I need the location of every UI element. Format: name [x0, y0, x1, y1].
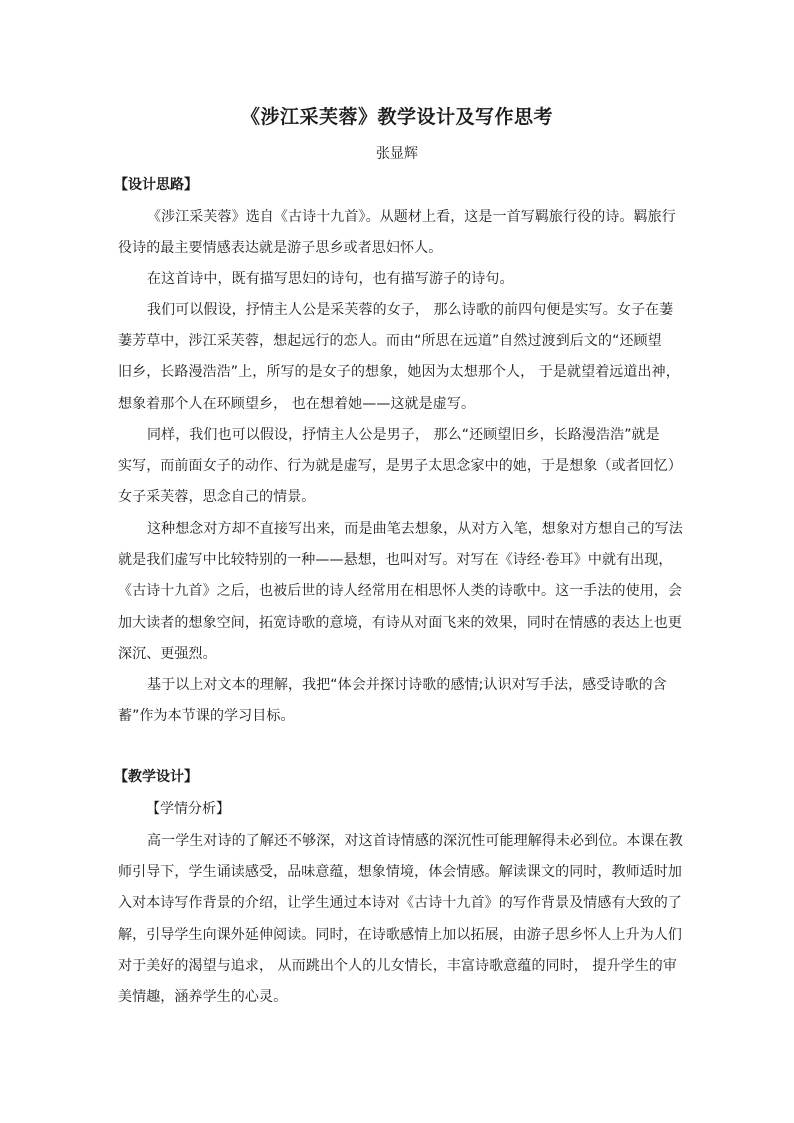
paragraph-line: 高一学生对诗的了解还不够深，对这首诗情感的深沉性可能理解得未必到位。本课在教	[147, 833, 683, 849]
paragraph	[118, 826, 684, 1013]
paragraph	[118, 514, 684, 670]
paragraph	[118, 202, 684, 264]
paragraph-line: 实写，而前面女子的动作、行为就是虚写，是男子太思念家中的她，于是想象（或者回忆）	[118, 458, 682, 475]
paragraph-line: 萋芳草中，涉江采芙蓉，想起远行的恋人。而由“所思在远道”自然过渡到后文的“还顾望	[118, 333, 662, 350]
paragraph-line: 加大读者的想象空间，拓宽诗歌的意境，有诗从对面飞来的效果，同时在情感的表达上也更	[118, 614, 682, 631]
paragraph-line: 对于美好的渴望与追求， 从而跳出个人的儿女情长，丰富诗歌意蕴的同时， 提升学生的审	[118, 957, 677, 974]
paragraph-line: 役诗的最主要情感表达就是游子思乡或者思妇怀人。	[118, 240, 443, 257]
paragraph-line: 想象着那个人在环顾望乡， 也在想着她——这就是虚写。	[118, 395, 476, 412]
paragraph-line: 师引导下，学生诵读感受，品味意蕴，想象情境，体会情感。解读课文的同时，教师适时加	[118, 864, 682, 881]
paragraph-line: 《涉江采芙蓉》选自《古诗十九首》。从题材上看，这是一首写羁旅行役的诗。羁旅行	[147, 209, 676, 225]
paragraph	[118, 670, 684, 732]
paragraph-line: 深沉、更强烈。	[118, 645, 217, 662]
section-heading-teaching-design: 【教学设计】	[114, 769, 198, 785]
paragraph-line: 就是我们虚写中比较特别的一种——悬想，也叫对写。对写在《诗经·卷耳》中就有出现，	[118, 552, 673, 569]
paragraph	[118, 295, 684, 420]
paragraph-line: 我们可以假设，抒情主人公是采芙蓉的女子， 那么诗歌的前四句便是实写。女子在萋	[147, 302, 674, 318]
subsection-heading-student-analysis: 【学情分析】	[146, 801, 230, 817]
paragraph-line: 女子采芙蓉，思念自己的情景。	[118, 489, 316, 506]
paragraph	[118, 264, 684, 295]
document-title: 《涉江采芙蓉》教学设计及写作思考	[240, 106, 553, 128]
section-heading-design-idea: 【设计思路】	[114, 177, 198, 193]
paragraph-line: 基于以上对文本的理解，我把“体会并探讨诗歌的感情;认识对写手法，感受诗歌的含	[147, 677, 667, 693]
paragraph-line: 入对本诗写作背景的介绍，让学生通过本诗对《古诗十九首》的写作背景及情感有大致的了	[118, 895, 682, 912]
paragraph-line: 旧乡，长路漫浩浩”上，所写的是女子的想象，她因为太想那个人， 于是就望着远道出神，	[118, 364, 680, 381]
paragraph-line: 这种想念对方却不直接写出来，而是曲笔去想象，从对方入笔，想象对方想自己的写法	[147, 521, 683, 537]
author-name: 张显辉	[376, 146, 418, 162]
paragraph-line: 蓄”作为本节课的学习目标。	[118, 708, 295, 725]
paragraph-line: 同样，我们也可以假设，抒情主人公是男子， 那么“还顾望旧乡，长路漫浩浩”就是	[147, 427, 660, 443]
paragraph-line: 解，引导学生向课外延伸阅读。同时，在诗歌感情上加以拓展，由游子思乡怀人上升为人们	[118, 926, 682, 943]
paragraph-line: 在这首诗中，既有描写思妇的诗句，也有描写游子的诗句。	[147, 271, 514, 287]
paragraph	[118, 420, 684, 514]
paragraph-line: 《古诗十九首》之后，也被后世的诗人经常用在相思怀人类的诗歌中。这一手法的使用，会	[118, 583, 682, 600]
paragraph-line: 美情趣，涵养学生的心灵。	[118, 989, 288, 1006]
